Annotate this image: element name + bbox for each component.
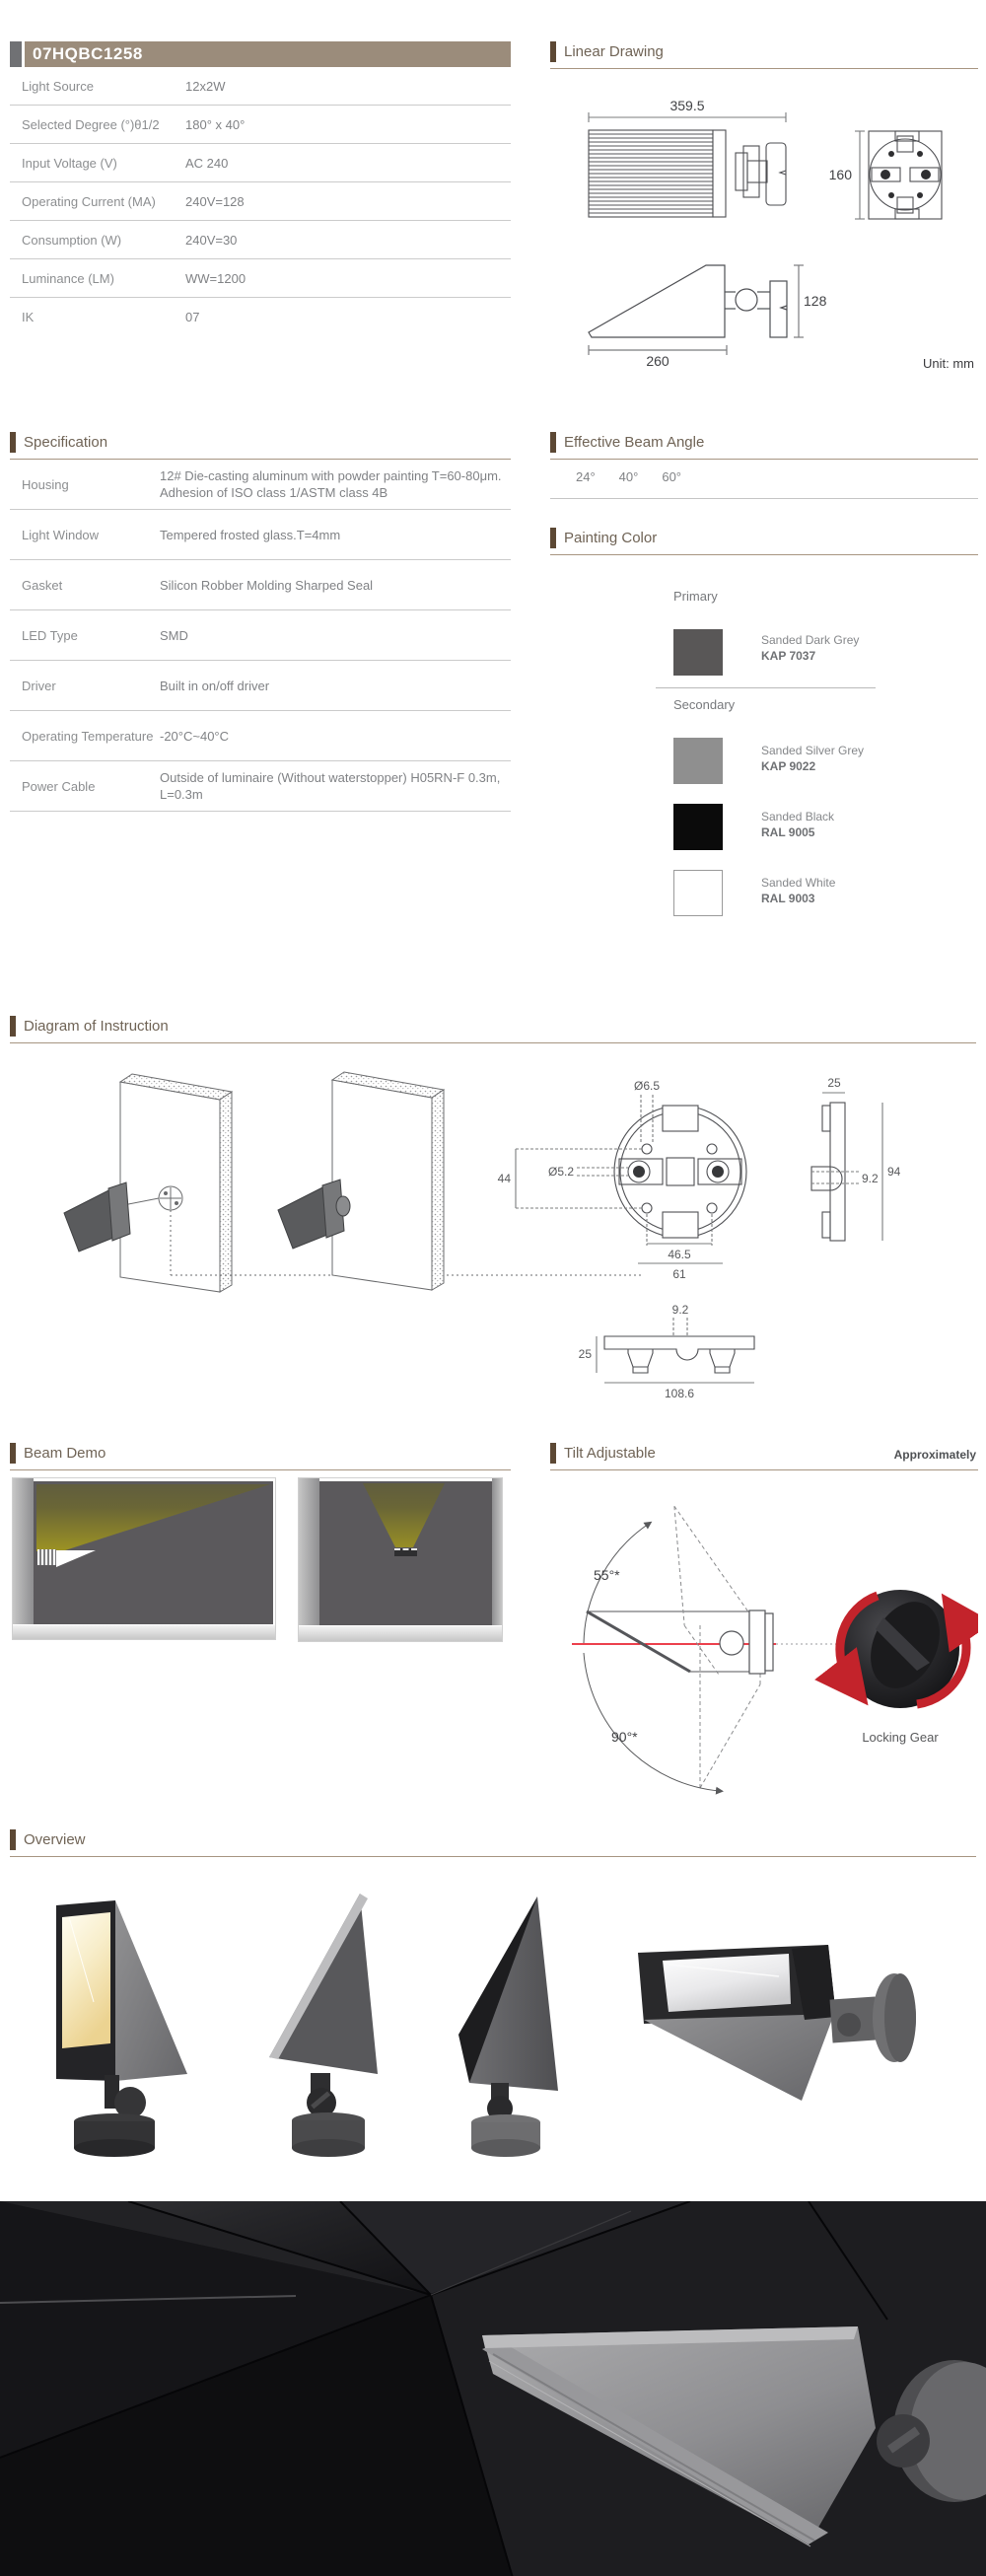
beam-angle-value: 40° [618,469,639,484]
spotlight-fixture-glyph [394,1548,417,1556]
photo-art [0,2201,986,2576]
spec-row [10,560,511,610]
room-floor [299,1625,502,1641]
section-accent-bar [550,1443,556,1464]
row-label: Light Window [22,527,100,542]
overview-section [10,1829,976,1857]
row-value: Outside of luminaire (Without waterstopper) H05RN-F 0.3m, L=0.3m [160,770,501,802]
render-front-lit [56,1900,187,2157]
dim-length: 359.5 [669,98,705,113]
row-label: Power Cable [22,778,96,794]
dim-body-height: 128 [804,293,827,309]
color-name: Sanded Dark Grey [761,633,860,647]
plate-front-view [516,1095,746,1263]
section-accent-bar [10,1829,16,1850]
product-table [10,41,511,335]
spec-row [10,661,511,711]
dim-bracket-height: 25 [578,1347,592,1361]
section-title: Specification [24,434,108,451]
section-accent-bar [550,432,556,453]
beam-demo-cone [298,1477,503,1642]
dim-bracket-slot: 9.2 [671,1303,689,1317]
section-title: Painting Color [564,530,658,546]
section-accent-bar [10,432,16,453]
specification-section [10,432,511,812]
room-floor [13,1624,275,1639]
section-accent-bar [550,41,556,62]
wall-mounted-view [278,1072,444,1290]
row-value: 180° x 40° [185,116,246,132]
render-side-black [458,1896,558,2157]
row-label: Selected Degree (°)θ1/2 [22,116,160,132]
beam-angle-value: 60° [662,469,682,484]
beam-angle-section [550,432,978,499]
dim-body-length: 260 [646,353,669,369]
dim-bracket-length: 108.6 [664,1387,695,1400]
dim-hole-diameter: Ø6.5 [633,1079,661,1093]
arc-55 [584,1524,649,1643]
row-label: Gasket [22,577,63,593]
linear-drawing-section [550,41,978,371]
header-edge-block [10,41,22,67]
arc-90 [584,1653,720,1791]
product-renders [10,1854,976,2162]
bracket-bottom-view [597,1318,754,1383]
diagram-section [10,1016,976,1400]
color-swatch-black [673,804,723,850]
section-title: Effective Beam Angle [564,434,705,451]
product-table-header [10,41,511,67]
top-view-drawing [589,112,786,217]
tilt-section [550,1443,978,1798]
table-row [10,144,511,182]
dim-height: 160 [828,167,852,182]
tilt-angle-down-label: 90°* [611,1729,638,1745]
color-swatch-silver-grey [673,738,723,784]
spec-row [10,711,511,761]
row-value: 240V=30 [185,232,238,248]
room-right-wall [492,1478,502,1641]
color-name: Sanded Silver Grey [761,744,865,757]
primary-label: Primary [673,589,718,604]
section-title: Linear Drawing [564,43,664,60]
spec-row [10,610,511,661]
row-label: Operating Temperature [22,728,154,744]
application-photo [0,2199,986,2576]
row-label: Luminance (LM) [22,270,114,286]
color-swatch-dark-grey [673,629,723,676]
row-value: SMD [160,627,188,643]
row-label: IK [22,309,35,324]
dim-plate-height: 94 [887,1165,901,1179]
color-name: Sanded Black [761,810,835,823]
plate-side-view [811,1093,882,1241]
approximately-note: Approximately [893,1448,976,1462]
row-value: Silicon Robber Molding Sharped Seal [160,577,374,593]
render-side-grey [269,1894,378,2157]
dim-screw-diameter: Ø5.2 [547,1165,574,1179]
section-accent-bar [10,1443,16,1464]
section-title: Overview [24,1831,86,1848]
row-label: Light Source [22,78,94,94]
row-value: -20°C~40°C [160,728,230,744]
table-row [10,259,511,298]
row-value: 07 [185,309,200,324]
spec-row [10,460,511,510]
pivot-and-plate [720,1610,773,1674]
beam-angle-value: 24° [576,469,596,484]
row-label: LED Type [22,627,78,643]
row-label: Housing [22,476,69,492]
dim-plate-width: 61 [672,1267,686,1281]
table-row [10,221,511,259]
back-view-drawing [855,131,942,219]
product-code-title: 07HQBC1258 [25,41,511,67]
table-row [10,182,511,221]
row-label: Driver [22,678,56,693]
color-code: KAP 9022 [761,759,816,773]
row-value: 12x2W [185,78,226,94]
locking-gear-photo [840,1590,966,1708]
table-row [10,67,511,106]
beam-angle-values [550,460,978,499]
linear-drawing-figure [550,69,978,375]
dim-hole-horizontal-gap: 46.5 [668,1248,691,1261]
row-value: 12# Die-casting aluminum with powder painting T=60-80μm. Adhesion of ISO class 1/ASTM class 4B [160,468,502,500]
secondary-label: Secondary [673,697,736,712]
color-code: KAP 7037 [761,649,816,663]
locking-gear-caption: Locking Gear [862,1730,939,1745]
section-title: Beam Demo [24,1445,106,1462]
section-title: Tilt Adjustable [564,1445,656,1462]
table-row [10,106,511,144]
spec-row [10,761,511,812]
spotlight-fixture-glyph [37,1549,56,1565]
color-code: RAL 9003 [761,892,815,905]
instruction-figure [10,1040,976,1425]
dim-slot-width: 9.2 [862,1172,879,1185]
row-value: AC 240 [185,155,229,171]
row-value: WW=1200 [185,270,246,286]
color-code: RAL 9005 [761,825,815,839]
row-label: Operating Current (MA) [22,193,156,209]
room-left-wall [13,1478,34,1639]
beam-demo-section [10,1443,511,1660]
section-accent-bar [10,1016,16,1037]
row-label: Consumption (W) [22,232,122,248]
color-name: Sanded White [761,876,836,890]
row-value: 240V=128 [185,193,245,209]
unit-label: Unit: mm [923,356,974,371]
row-value: Built in on/off driver [160,678,270,693]
room-left-wall [299,1478,319,1641]
beam-demo-wall-wash [12,1477,276,1640]
section-accent-bar [550,528,556,548]
spec-row [10,510,511,560]
render-wall-mount [638,1945,916,2101]
dim-hole-vertical-gap: 44 [497,1172,511,1185]
tilt-angle-up-label: 55°* [594,1567,620,1583]
painting-color-section [550,528,978,932]
tilt-figure [550,1469,978,1795]
divider [656,687,876,688]
fixture-tilted-up [625,1506,768,1674]
row-value: Tempered frosted glass.T=4mm [160,527,341,542]
dim-plate-depth: 25 [827,1076,841,1090]
side-view-drawing [589,265,804,355]
table-row [10,298,511,335]
row-label: Input Voltage (V) [22,155,117,171]
section-title: Diagram of Instruction [24,1018,169,1035]
color-swatch-white [673,870,723,916]
